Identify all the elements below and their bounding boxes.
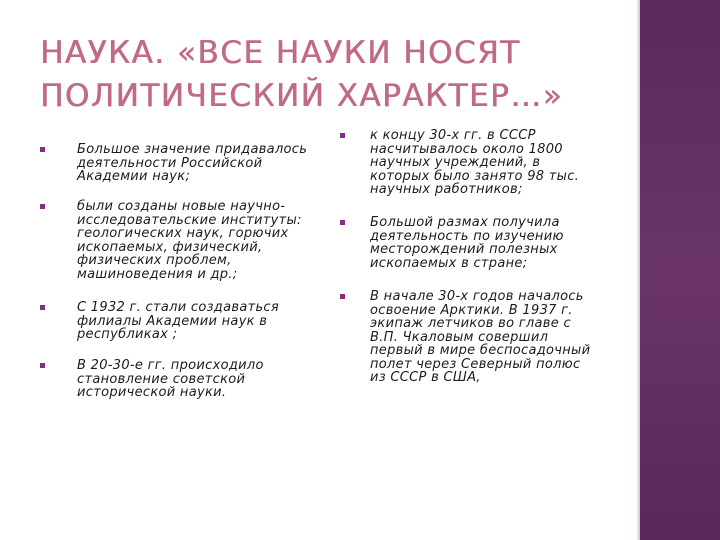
list-item xyxy=(340,216,564,270)
square-bullet-icon xyxy=(40,204,45,209)
list-item xyxy=(40,301,279,342)
slide-title xyxy=(40,32,620,118)
list-item xyxy=(40,143,307,184)
list-item-text: С 1932 г. стали создаваться филиалы Академии наук в республиках ; xyxy=(77,300,279,342)
square-bullet-icon xyxy=(340,220,345,225)
list-item-text: Большое значение придавалось деятельности Российской Академии наук; xyxy=(77,142,308,184)
list-item-text: Большой размах получила деятельность по изучению месторождений полезных ископаемых в стране; xyxy=(370,215,564,271)
list-item xyxy=(40,200,302,281)
square-bullet-icon xyxy=(40,305,45,310)
list-item-text: В 20-30-е гг. происходило становление советской исторической науки. xyxy=(77,358,264,400)
square-bullet-icon xyxy=(340,294,345,299)
list-item xyxy=(40,359,264,400)
square-bullet-icon xyxy=(40,363,45,368)
list-item xyxy=(340,290,590,385)
list-item-text: В начале 30-х годов началось освоение Арктики. В 1937 г. экипаж летчиков во главе с В.П. Чкаловым совершил первый в мире беспосадочный полет через Северный полюс из СССР в США, xyxy=(370,289,591,385)
list-item-text: к концу 30-х гг. в СССР насчитывалось около 1800 научных учреждений, в которых было занято 98 тыс. научных работников; xyxy=(370,128,580,197)
title-line-1: НАУКА. «ВСЕ НАУКИ НОСЯТ xyxy=(40,35,521,71)
list-item-text: были созданы новые научно- исследовательские институты: геологических наук, горючих ископаемых, физический, физических проблем, машиноведения и др.; xyxy=(77,199,302,282)
list-item xyxy=(340,129,579,197)
sidebar-decoration xyxy=(640,0,720,540)
square-bullet-icon xyxy=(340,133,345,138)
title-line-2: ПОЛИТИЧЕСКИЙ ХАРАКТЕР…» xyxy=(40,78,564,114)
square-bullet-icon xyxy=(40,147,45,152)
